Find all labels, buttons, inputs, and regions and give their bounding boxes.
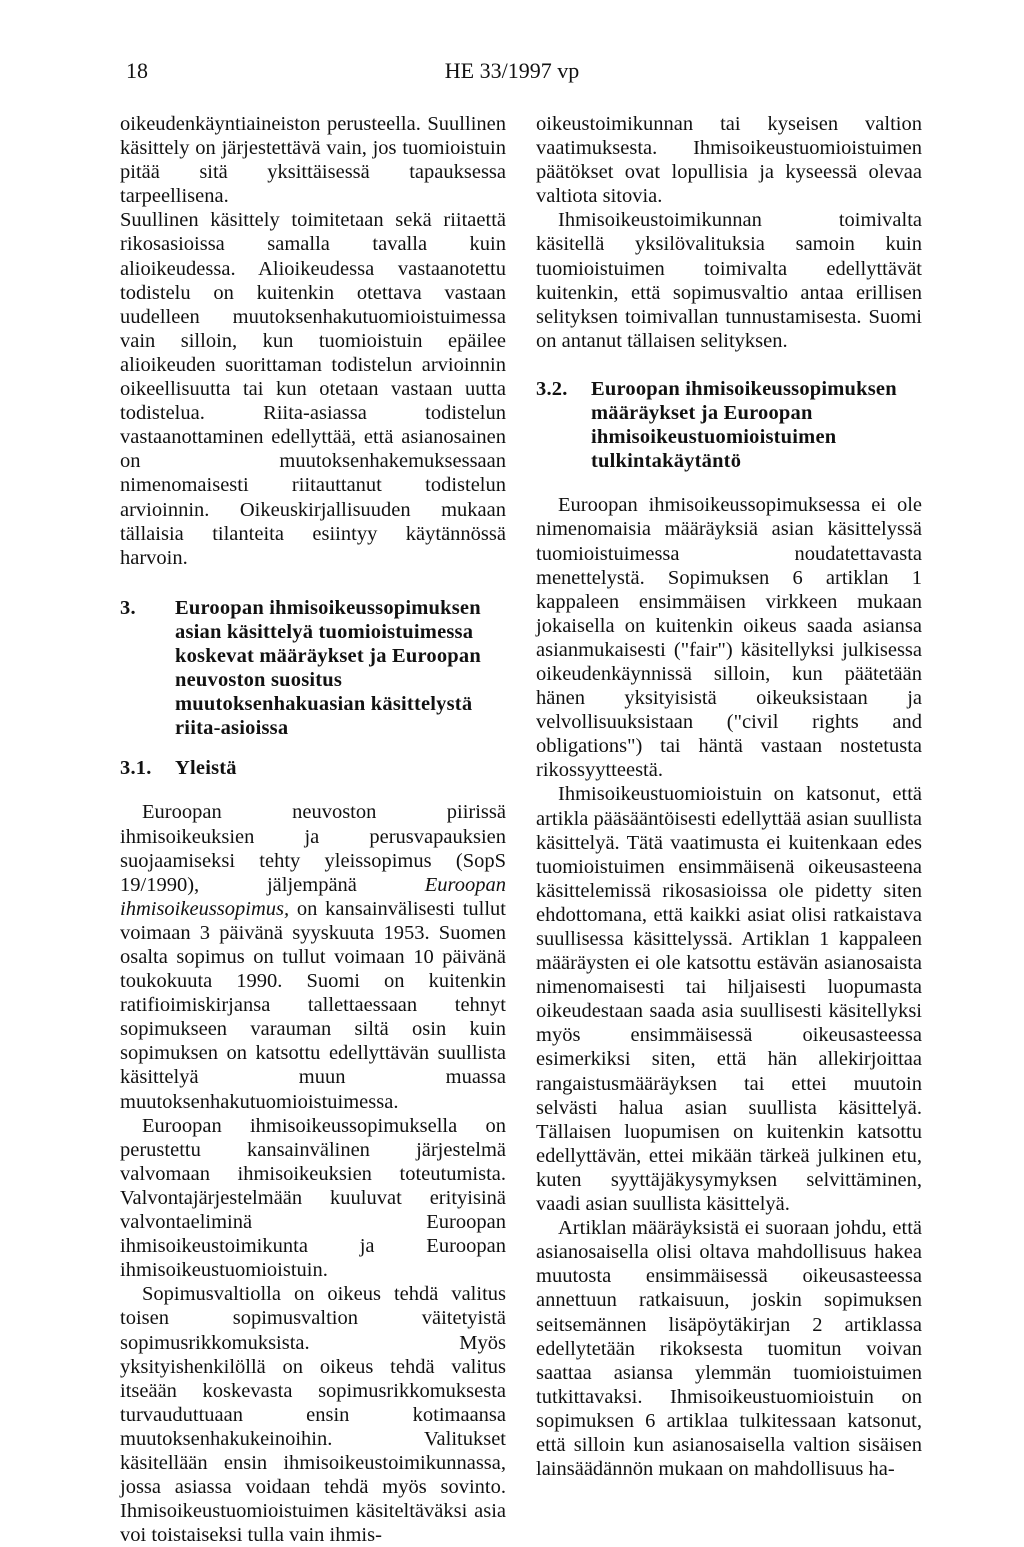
paragraph: oikeudenkäyntiaineiston perusteella. Suullinen käsittely on järjestettävä vain, jos tuomioistuin pitää sitä yksittäisessä tapauksessa tarpeellisena. xyxy=(120,113,506,208)
paragraph: Ihmisoikeustoimikunnan toimivalta käsitellä yksilövalituksia samoin kuin tuomioistuimen toimivalta edellyttävät kuitenkin, että sopimusvaltio antaa erillisen selityksen toimivallan tunnustamisesta. Suomi on antanut tällaisen selityksen. xyxy=(536,209,922,352)
section-number: 3.2. xyxy=(536,377,568,400)
page-header xyxy=(0,58,1024,88)
paragraph: Euroopan ihmisoikeussopimuksessa ei ole nimenomaisia määräyksiä asian käsittelyssä tuomioistuimessa noudatettavasta menettelystä. Sopimuksen 6 artiklan 1 kappaleen ensimmäisen virkkeen mukaan jokaisella on kuitenkin oikeus saada asiansa asianmukaisesti ("fair") käsitellyksi julkisessa oikeudenkäynnissä silloin, kun päätetään hänen yksityisistä oikeuksistaan ja velvollisuuksistaan ("civil rights and obligations") tai häntä vastaan nostetusta rikossyytteestä. xyxy=(536,494,922,782)
page-number: 18 xyxy=(126,58,148,83)
section-heading-3-1 xyxy=(120,756,506,780)
paragraph: Suullinen käsittely toimitetaan sekä riitaettä rikosasioissa samalla tavalla kuin alioikeudessa. Alioikeudessa vastaanotettu todistelu on kuitenkin otettava vastaan uudelleen muutoksenhakutuomioistuimessa vain silloin, kun tuomioistuin epäilee alioikeuden suorittaman todistelun arvioinnin oikeellisuutta tai kun otetaan vastaan uutta todistelua. Riita-asiassa todistelun vastaanottaminen edellyttää, että asianosainen on muutoksenhakemuksessaan nimenomaisesti riitauttanut todistelun arvioinnin. Oikeuskirjallisuuden mukaan tällaisia tilanteita esiintyy käytännössä harvoin. xyxy=(120,209,506,569)
right-column xyxy=(536,112,922,1481)
text-run: on kansainvälisesti tullut voimaan 3 päivänä syyskuuta 1953. Suomen osalta sopimus on tullut voimaan 10 päivänä toukokuuta 1990. Suomi on kuitenkin ratifioimiskirjansa tallettaessaan tehnyt sopimukseen varauman siltä osin kuin sopimuksen on katsottu edellyttävän suullista käsittelyä muun muassa muutoksenhakutuomioistuimessa. xyxy=(120,897,507,1113)
section-title: Euroopan ihmisoikeussopimuksen asian käsittelyä tuomioistuimessa koskevat määräykset ja Euroopan neuvoston suositus muutoksenhakuasian käsittelystä riita-asioissa xyxy=(175,596,481,740)
section-number: 3.1. xyxy=(120,757,152,780)
section-title: Yleistä xyxy=(175,757,237,780)
text-run: Euroopan neuvoston piirissä ihmisoikeuksien ja perusvapauksien suojaamiseksi tehty yleissopimus (SopS 19/1990), jäljempänä xyxy=(120,801,506,896)
running-title: HE 33/1997 vp xyxy=(444,58,580,83)
paragraph: Sopimusvaltiolla on oikeus tehdä valitus toisen sopimusvaltion väitetyistä sopimusrikkomuksista. Myös yksityishenkilöllä on oikeus tehdä valitus itseään koskevasta sopimusrikkomuksesta turvauduttuaan ensin kotimaansa muutoksenhakukeinoihin. Valitukset käsitellään ensin ihmisoikeustoimikunnassa, jossa asiassa voidaan tehdä myös sovinto. Ihmisoikeustuomioistuimen käsiteltäväksi asia voi toistaiseksi tulla vain ihmis- xyxy=(120,1283,506,1547)
section-heading-3 xyxy=(120,596,506,741)
section-title: Euroopan ihmisoikeussopimuksen määräykset ja Euroopan ihmisoikeustuomioistuimen tulkintakäytäntö xyxy=(591,377,897,473)
paragraph: Ihmisoikeustuomioistuin on katsonut, että artikla pääsääntöisesti edellyttää asian suullista käsittelyä. Tätä vaatimusta ei kuitenkaan edes tuomioistuimen ensimmäisenä oikeusasteena käsittelemissä rikosasioissa ole pidetty siten ehdottomana, että kaikki asiat olisi ratkaistava suullisessa käsittelyssä. Artiklan 1 kappaleen määräysten ei ole katsottu estävän asianosaista nimenomaisesti tai hiljaisesti luopumasta oikeudestaan saada asia suullisesti käsitellyksi myös ensimmäisessä oikeusasteessa esimerkiksi siten, että hän allekirjoittaa rangaistusmääräyksen tai ettei muutoin selvästi halua asian suullista käsittelyä. Tällaisen luopumisen on kuitenkin katsottu edellyttävän, ettei mikään tärkeä julkinen etu, kuten syyttäjäkysymyksen selvittäminen, vaadi asian suullista käsittelyä. xyxy=(536,783,922,1216)
paragraph xyxy=(120,800,506,1113)
paragraph: oikeustoimikunnan tai kyseisen valtion vaatimuksesta. Ihmisoikeustuomioistuimen päätökset ovat lopullisia ja kyseessä olevaa valtiota sitovia. xyxy=(536,113,922,208)
left-column xyxy=(120,112,506,1547)
section-heading-3-2 xyxy=(536,377,922,473)
section-number: 3. xyxy=(120,596,136,619)
italic-term: Euroopan ihmisoikeussopimus, xyxy=(120,873,507,920)
paragraph: Euroopan ihmisoikeussopimuksella on perustettu kansainvälinen järjestelmä valvomaan ihmisoikeuksien toteutumista. Valvontajärjestelmään kuuluvat erityisinä valvontaeliminä Euroopan ihmisoikeustoimikunta ja Euroopan ihmisoikeustuomioistuin. xyxy=(120,1114,506,1282)
paragraph: Artiklan määräyksistä ei suoraan johdu, että asianosaisella olisi oltava mahdollisuus hakea muutosta ensimmäisessä oikeusasteessa annettuun ratkaisuun, joskin sopimuksen seitsemännen lisäpöytäkirjan 2 artiklassa edellytetään rikoksesta tuomitun voivan saattaa asiansa ylemmän tuomioistuimen tutkittavaksi. Ihmisoikeustuomioistuin on sopimuksen 6 artiklaa tulkitessaan katsonut, että silloin kun asianosaisella valtion sisäisen lainsäädännön mukaan on mahdollisuus ha- xyxy=(536,1217,922,1481)
